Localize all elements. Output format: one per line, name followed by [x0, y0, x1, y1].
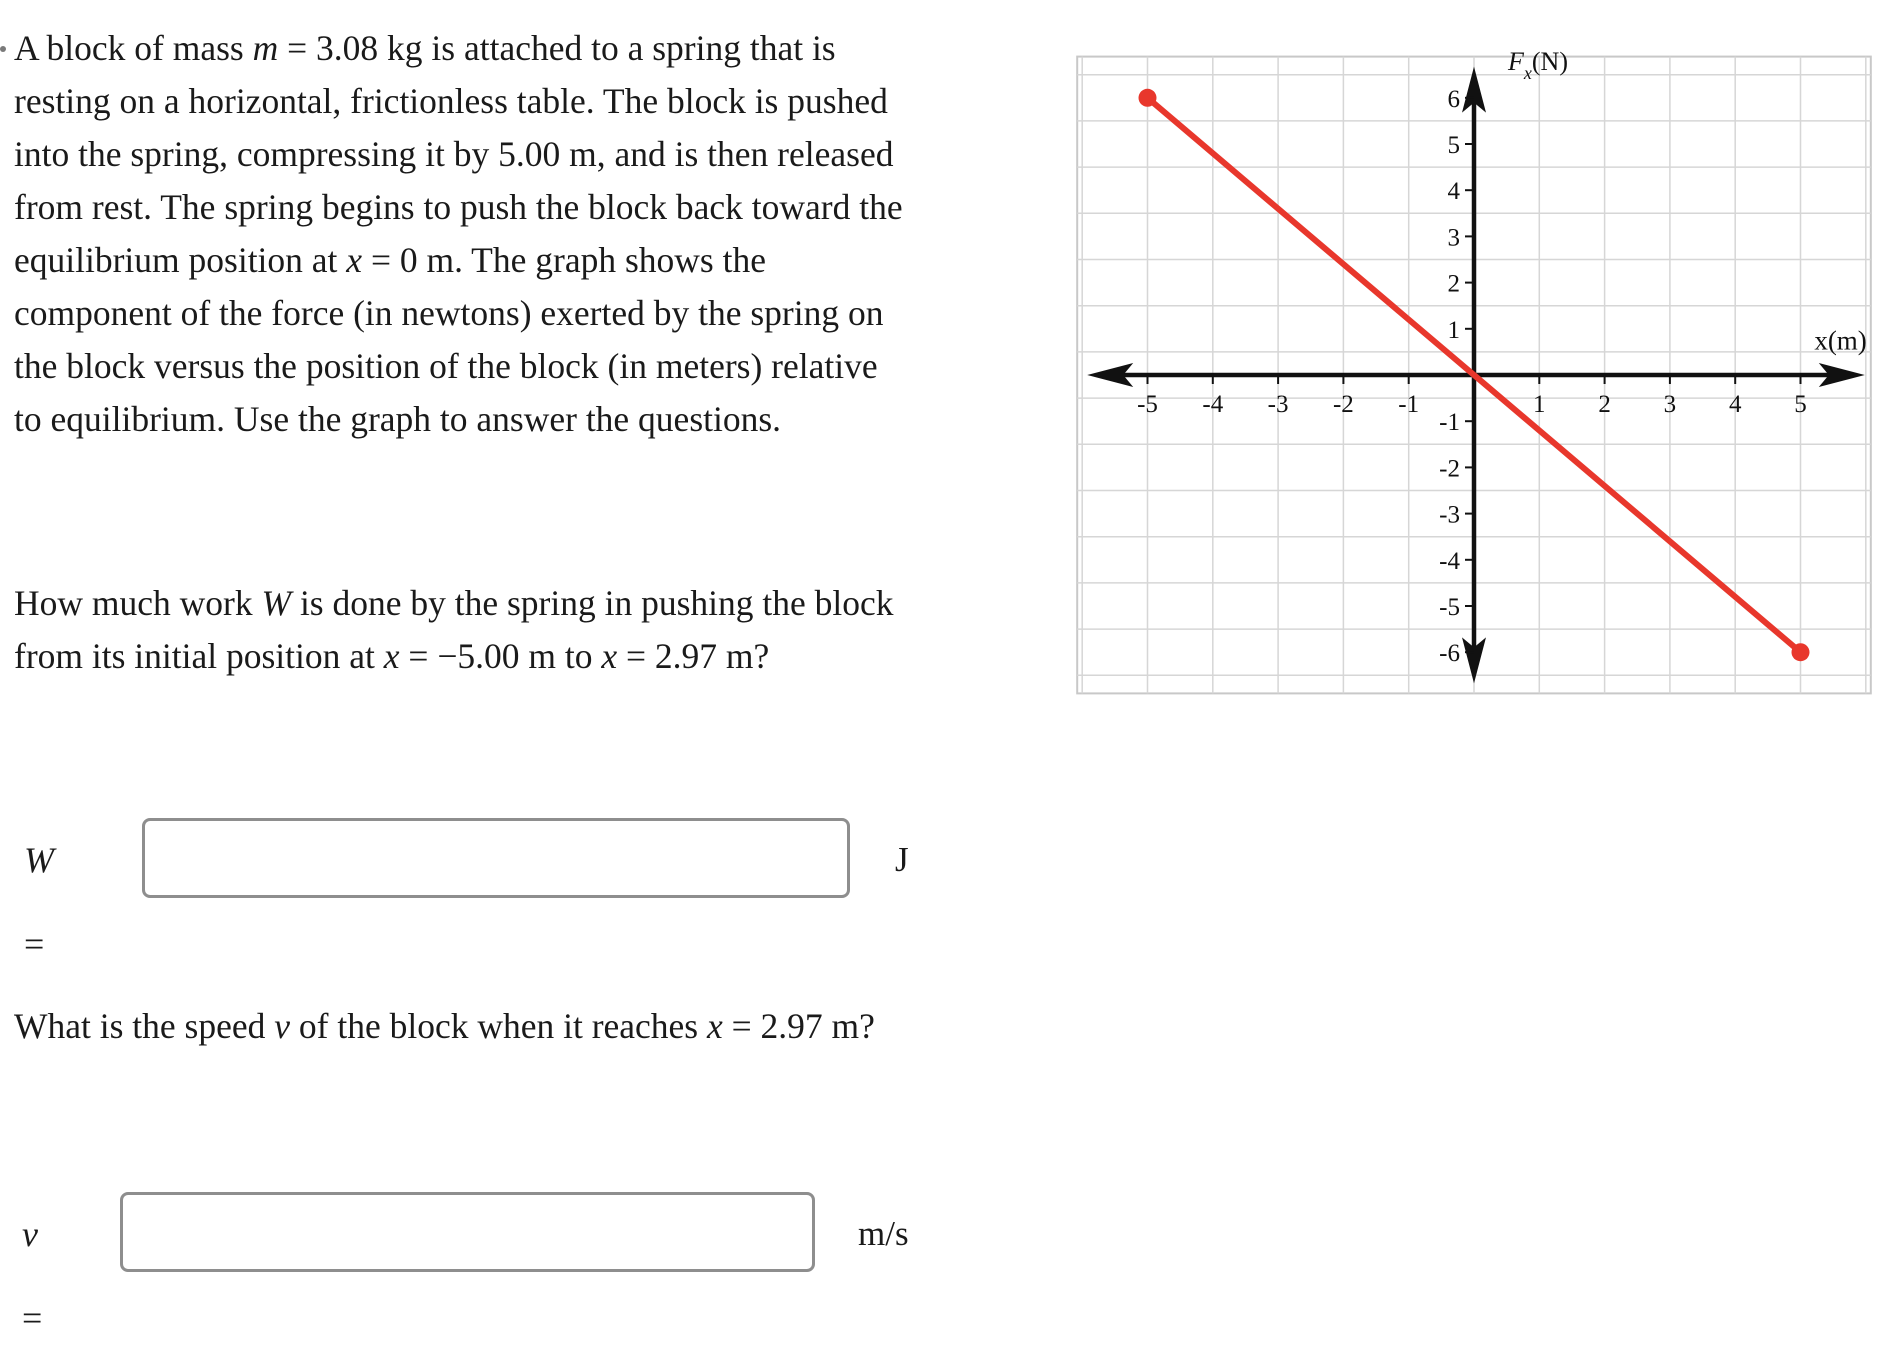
y-tick-label: 6: [1447, 85, 1460, 113]
text-run: of the block when it reaches: [290, 1006, 708, 1046]
text-run: = −5.00 m to: [399, 636, 602, 676]
x-tick-label: -4: [1202, 391, 1224, 418]
y-axis-label-unit: (N): [1531, 47, 1568, 77]
x-tick-label: -2: [1332, 391, 1354, 418]
variable-symbol: x: [601, 636, 618, 676]
x-tick-label: 1: [1533, 391, 1546, 418]
x-tick-label: 2: [1598, 391, 1611, 418]
speed-label-var: v: [22, 1214, 38, 1254]
y-tick-label: 3: [1447, 224, 1460, 252]
endpoint-marker: [1792, 643, 1810, 661]
y-tick-label: -6: [1439, 640, 1460, 668]
text-run: How much work: [14, 583, 262, 623]
x-tick-label: -3: [1267, 391, 1289, 418]
x-tick-label: -5: [1137, 391, 1158, 418]
text-run: What is the speed: [14, 1006, 275, 1046]
text-run: = 2.97 m?: [617, 636, 770, 676]
work-label-var: W: [24, 840, 54, 880]
speed-label-eq: =: [22, 1298, 43, 1338]
x-tick-label: 3: [1663, 391, 1677, 418]
variable-symbol: W: [261, 583, 292, 623]
x-axis-label: x(m): [1814, 325, 1867, 356]
text-run: A block of mass: [14, 28, 253, 68]
y-tick-label: -2: [1439, 455, 1460, 483]
x-tick-label: 4: [1728, 391, 1742, 418]
text-run: = 2.97 m?: [722, 1006, 875, 1046]
variable-symbol: v: [274, 1006, 291, 1046]
y-axis-label-subscript: x: [1523, 63, 1532, 84]
text-run: = 0 m. The graph shows the component of the force (in newtons) exerted by the spring on the block versus the position of the block (in meters) relative to equilibrium. Use the graph to answer the questions.: [14, 240, 884, 439]
y-tick-label: -4: [1439, 547, 1460, 575]
variable-symbol: x: [346, 240, 363, 280]
variable-symbol: m: [252, 28, 279, 68]
text-run: is done by the spring in pushing the block from its initial position at: [14, 583, 894, 676]
variable-symbol: x: [707, 1006, 723, 1046]
text-run: = 3.08 kg is attached to a spring that is resting on a horizontal, frictionless table. The block is pushed into the spring, compressing it by 5.00 m, and is then released from rest. The spring begins to push the block back toward the equilibrium position at: [14, 28, 903, 280]
y-tick-label: 5: [1447, 132, 1460, 159]
work-label-eq: =: [24, 924, 45, 964]
y-tick-label: 2: [1447, 270, 1460, 298]
y-tick-label: -3: [1439, 501, 1460, 529]
x-tick-label: -1: [1398, 391, 1420, 418]
variable-symbol: x: [383, 636, 400, 676]
work-unit: J: [895, 840, 909, 879]
y-axis-label-symbol: F: [1508, 47, 1524, 77]
y-tick-label: 1: [1447, 316, 1460, 344]
endpoint-marker: [1139, 89, 1157, 107]
x-tick-label: 5: [1794, 391, 1807, 418]
y-tick-label: -5: [1439, 594, 1460, 621]
speed-unit: m/s: [858, 1214, 909, 1253]
y-tick-label: -1: [1439, 409, 1460, 437]
y-tick-label: 4: [1447, 178, 1460, 206]
